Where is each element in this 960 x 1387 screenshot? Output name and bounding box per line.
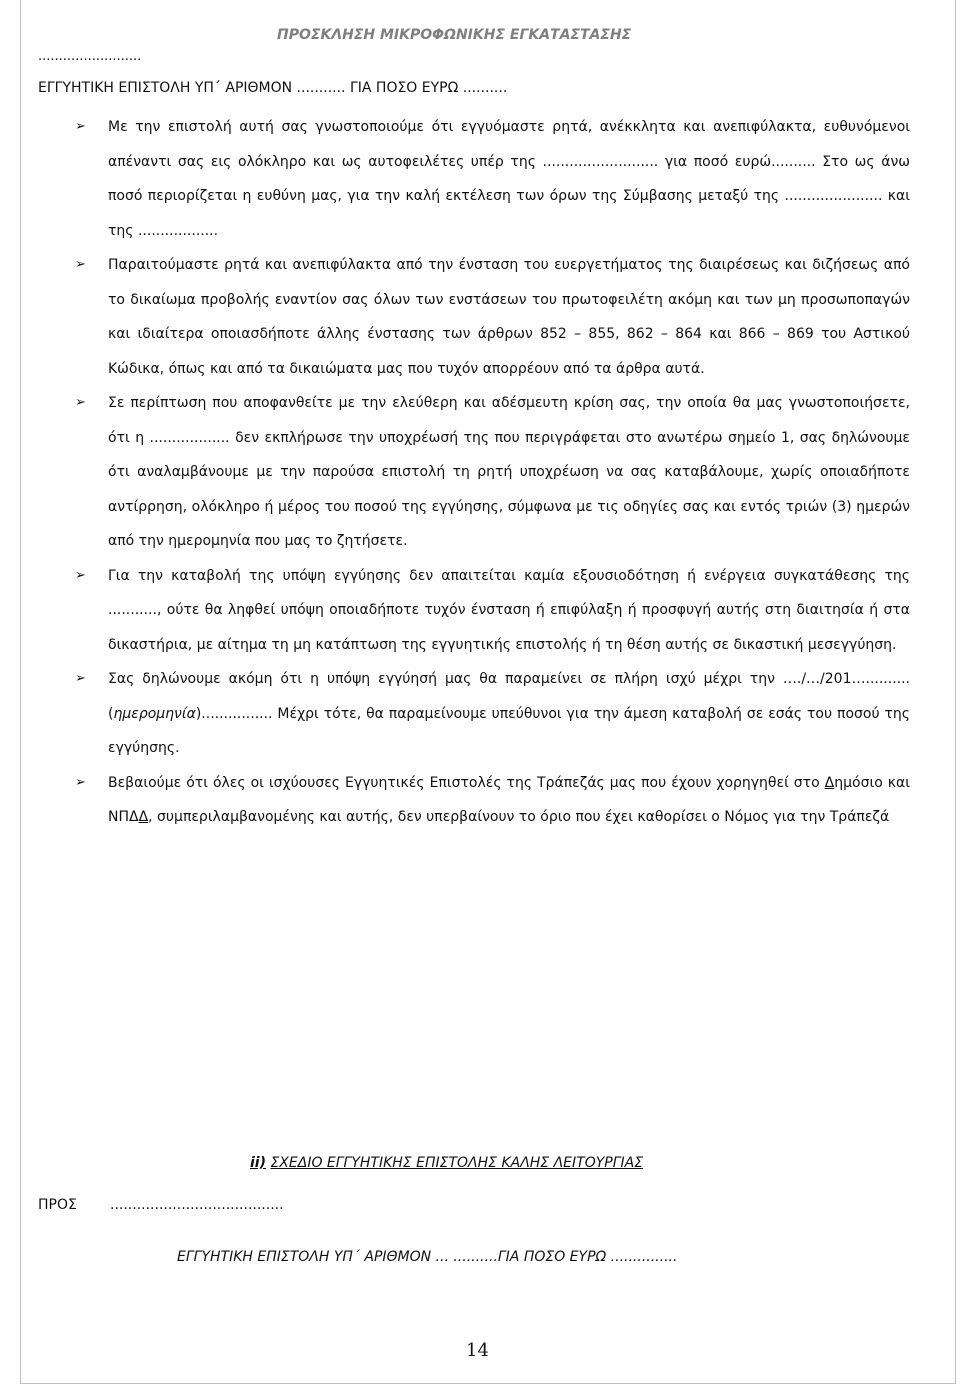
arrowhead-bullet-icon: ➢ [75,671,86,686]
bullet-text-date-placeholder: ημερομηνία [113,705,196,722]
bullet-text-part: ημόσιο και ΝΠΔ [108,774,910,825]
bullet-text-underlined: Δ [824,774,835,791]
arrowhead-bullet-icon: ➢ [75,395,86,410]
second-letter-subject-line: ΕΓΓΥΗΤΙΚΗ ΕΠΙΣΤΟΛΗ ΥΠ΄ ΑΡΙΘΜΟΝ ... ..........ΓΙΑ ΠΟΣΟ ΕΥΡΩ ............... [177,1249,678,1265]
section-title [250,1155,643,1171]
page-number: 14 [466,1340,489,1361]
header-dots: ......................... [38,49,142,64]
bullet-text: Παραιτούμαστε ρητά και ανεπιφύλακτα από την ένσταση του ευεργετήματος της διαιρέσεως και διζήσεως από το δικαίωμα προβολής εναντίον σας όλων των ενστάσεων του πρωτοφειλέτη ακόμη και των μη προσωποπαγών και ιδιαίτερα οποιασδήποτε άλλης ένστασης των άρθρων 852 – 855, 862 – 864 και 866 – 869 του Αστικού Κώδικα, όπως και από τα δικαιώματα μας που τυχόν απορρέουν από τα άρθρα αυτά. [108,257,910,377]
bullet-text-before: Σας δηλώνουμε ακόμη ότι η υπόψη εγγύησή μας θα παραμείνει σε πλήρη ισχύ μέχρι την …./…/201…..........( [108,671,910,722]
bullet-item-waiver [75,248,910,386]
section-title-text: ΣΧΕΔΙΟ ΕΓΓΥΗΤΙΚΗΣ ΕΠΙΣΤΟΛΗΣ ΚΑΛΗΣ ΛΕΙΤΟΥΡΓΙΑΣ [270,1155,644,1171]
arrowhead-bullet-icon: ➢ [75,257,86,272]
bullet-item-no-consent-required [75,559,910,663]
arrowhead-bullet-icon: ➢ [75,774,86,790]
bullet-text-underlined: Δ [138,809,149,825]
bullet-text-part: Βεβαιούμε ότι όλες οι ισχύουσες Εγγυητικές Επιστολές της Τράπεζάς μας που έχουν χορηγηθεί στο [108,774,825,791]
bullet-text: Για την καταβολή της υπόψη εγγύησης δεν απαιτείται καμία εξουσιοδότηση ή ενέργεια συγκατάθεσης της ..........., ούτε θα ληφθεί υπόψη οποιαδήποτε τυχόν ένσταση ή επιφύλαξη ή προσφυγή αυτής στη διαιτησία ή στα δικαστήρια, με αίτημα τη μη κατάπτωση της εγγυητικής επιστολής ή τη θέση αυτής σε δικαστική μεσεγγύηση. [108,567,910,653]
bullet-item-validity [75,662,910,766]
bullet-item-limit-confirmation [75,766,910,835]
arrowhead-bullet-icon: ➢ [75,567,86,583]
subject-line: ΕΓΓΥΗΤΙΚΗ ΕΠΙΣΤΟΛΗ ΥΠ΄ ΑΡΙΘΜΟΝ ........... ΓΙΑ ΠΟΣΟ ΕΥΡΩ .......... [38,80,508,96]
bullet-text-part: , συμπεριλαμβανομένης και αυτής, δεν υπερβαίνουν το όριο που έχει καθορίσει ο Νόμος για την Τράπεζά [148,809,890,825]
section-number: ii) [250,1155,266,1171]
arrowhead-bullet-icon: ➢ [75,119,86,134]
bullet-text: Με την επιστολή αυτή σας γνωστοποιούμε ότι εγγυόμαστε ρητά, ανέκκλητα και ανεπιφύλακτα, ευθυνόμενοι απέναντι σας εις ολόκληρο και ως αυτοφειλέτες υπέρ της .......................... για ποσό ευρώ.......... Στο ως άνω ποσό περιορίζεται η ευθύνη μας, για την καλή εκτέλεση των όρων της Σύμβασης μεταξύ της ...................... και της .................. [108,119,910,239]
addressee-label: ΠΡΟΣ [38,1197,77,1213]
bullet-item-payment-obligation [75,386,910,559]
bullet-item-guarantee [75,110,910,248]
document-header-title: ΠΡΟΣΚΛΗΣΗ ΜΙΚΡΟΦΩΝΙΚΗΣ ΕΓΚΑΤΑΣΤΑΣΗΣ [277,27,632,43]
addressee-dots: ....................................... [110,1197,284,1213]
bullet-text: Σε περίπτωση που αποφανθείτε με την ελεύθερη και αδέσμευτη κρίση σας, την οποία θα μας γνωστοποιήσετε, ότι η .................. δεν εκπλήρωσε την υποχρέωσή της που περιγράφεται στο ανωτέρω σημείο 1, σας δηλώνουμε ότι αναλαμβάνουμε με την παρούσα επιστολή τη ρητή υποχρέωση να σας καταβάλουμε, χωρίς οποιαδήποτε αντίρρηση, ολόκληρο ή μέρος του ποσού της εγγύησης, σύμφωνα με τις οδηγίες σας και εντός τριών (3) ημερών από την ημερομηνία που μας το ζητήσετε. [108,395,910,549]
terms-bullet-list [75,110,910,835]
bullet-text-after: )................ Μέχρι τότε, θα παραμείνουμε υπεύθυνοι για την άμεση καταβολή σε εσάς του ποσού της εγγύησης. [108,705,910,756]
